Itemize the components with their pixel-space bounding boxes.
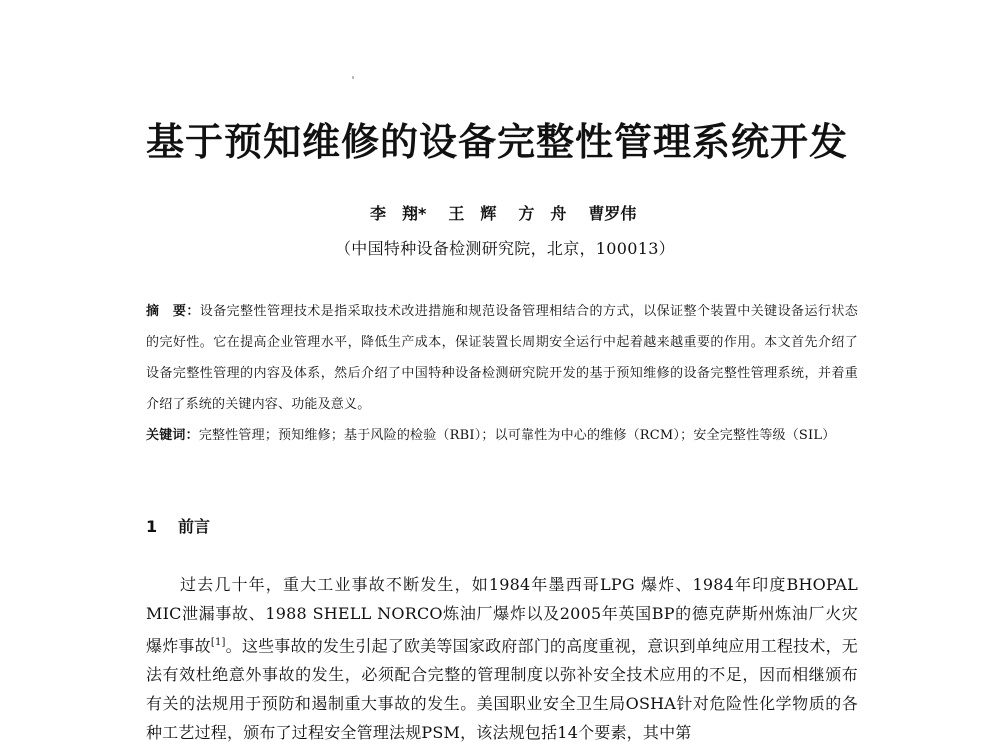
keywords — [146, 420, 858, 451]
abstract-text: 设备完整性管理技术是指采取技术改进措施和规范设备管理相结合的方式，以保证整个装置中关键设备运行状态的完好性。它在提高企业管理水平，降低生产成本，保证装置长周期安全运行中起着越来越重要的作用。本文首先介绍了设备完整性管理的内容及体系，然后介绍了中国特种设备检测研究院开发的基于预知维修的设备完整性管理系统，并着重介绍了系统的关键内容、功能及意义。 — [146, 304, 858, 412]
abstract-label: 摘 要： — [146, 304, 200, 319]
author-name: 曹罗伟 — [588, 204, 637, 223]
affiliation: （中国特种设备检测研究院，北京，100013） — [335, 239, 675, 258]
body-text-part2: 。这些事故的发生引起了欧美等国家政府部门的高度重视，意识到单纯应用工程技术，无法有效杜绝意外事故的发生，必须配合完整的管理制度以弥补安全技术应用的不足，因而相继颁布有关的法规用于预防和遏制重大事故的发生。美国职业安全卫生局OSHA针对危险性化学物质的各种工艺过程，颁布了过程安全管理法规PSM，该法规包括14个要素，其中第 — [146, 636, 858, 742]
section-heading — [146, 514, 210, 537]
author-name: 王 辉 — [448, 204, 497, 223]
body-paragraph — [146, 570, 858, 742]
keywords-text: 完整性管理；预知维修；基于风险的检验（RBI）；以可靠性为中心的维修（RCM）；安全完整性等级（SIL） — [198, 428, 836, 443]
paper-title: 基于预知维修的设备完整性管理系统开发 — [146, 120, 849, 164]
abstract — [146, 296, 858, 420]
scan-speck — [352, 76, 354, 79]
author-name: 李 翔* — [370, 204, 427, 223]
section-title: 前言 — [178, 517, 211, 536]
author-name: 方 舟 — [518, 204, 567, 223]
citation-ref: [1] — [210, 637, 226, 648]
section-number: 1 — [146, 517, 158, 536]
body-text-part1: 过去几十年，重大工业事故不断发生，如1984年墨西哥LPG 爆炸、1984年印度BHOPAL MIC泄漏事故、1988 SHELL NORCO炼油厂爆炸以及2005年英国BP的德克萨斯州炼油厂火灾爆炸事故 — [146, 575, 858, 656]
keywords-label: 关键词： — [146, 428, 199, 443]
author-list — [370, 201, 636, 224]
